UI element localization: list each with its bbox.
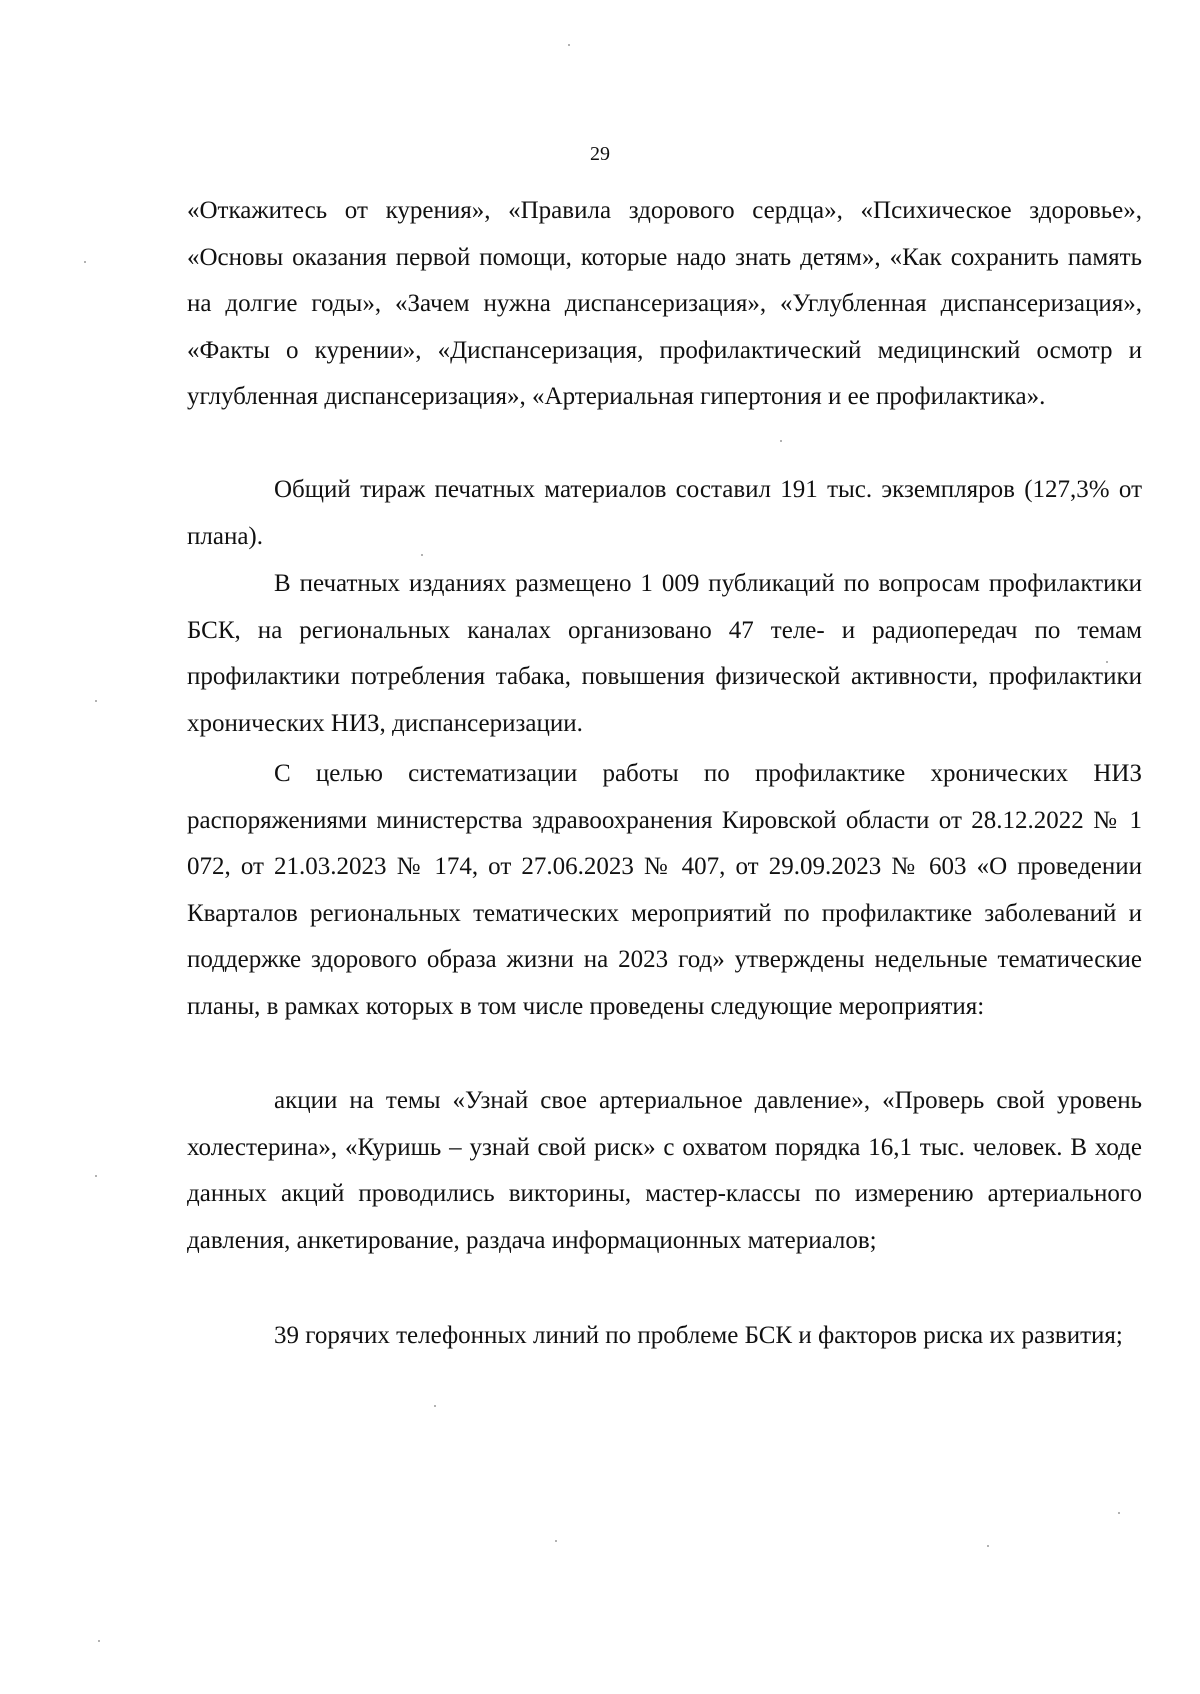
scan-speck	[98, 1640, 100, 1642]
scan-speck	[1118, 1512, 1120, 1514]
scan-speck	[987, 1545, 989, 1547]
scan-speck	[95, 700, 97, 702]
scan-speck	[568, 44, 570, 46]
paragraph-campaigns: акции на темы «Узнай свое артериальное давление», «Проверь свой уровень холестерина», «Куришь – узнай свой риск» с охватом порядка 16,1 тыс. человек. В ходе данных акций проводились викторины, мастер-классы по измерению артериального давления, анкетирование, раздача информационных материалов;	[187, 1087, 1142, 1254]
paragraph-hotlines: 39 горячих телефонных линий по проблеме БСК и факторов риска их развития;	[274, 1322, 1123, 1349]
scan-speck	[95, 1175, 97, 1177]
scan-speck	[421, 554, 423, 556]
scan-speck	[780, 440, 782, 442]
scan-speck	[434, 1405, 436, 1407]
paragraph-print-run: Общий тираж печатных материалов составил 191 тыс. экземпляров (127,3% от плана).	[187, 476, 1142, 550]
scan-speck	[84, 261, 86, 263]
scan-speck	[1106, 661, 1108, 663]
paragraph-publications: В печатных изданиях размещено 1 009 публикаций по вопросам профилактики БСК, на региональных каналах организовано 47 теле- и радиопередач по темам профилактики потребления табака, повышения физической активности, профилактики хронических НИЗ, диспансеризации.	[187, 570, 1142, 737]
paragraph-orders: С целью систематизации работы по профилактике хронических НИЗ распоряжениями министерства здравоохранения Кировской области от 28.12.2022 № 1 072, от 21.03.2023 № 174, от 27.06.2023 № 407, от 29.09.2023 № 603 «О проведении Кварталов региональных тематических мероприятий по профилактике заболеваний и поддержке здорового образа жизни на 2023 год» утверждены недельные тематические планы, в рамках которых в том числе проведены следующие мероприятия:	[187, 760, 1142, 1020]
page-number: 29	[590, 143, 610, 165]
paragraph-materials-list: «Откажитесь от курения», «Правила здорового сердца», «Психическое здоровье», «Основы оказания первой помощи, которые надо знать детям», «Как сохранить память на долгие годы», «Зачем нужна диспансеризация», «Углубленная диспансеризация», «Факты о курении», «Диспансеризация, профилактический медицинский осмотр и углубленная диспансеризация», «Артериальная гипертония и ее профилактика».	[187, 197, 1142, 410]
scan-speck	[555, 1540, 557, 1542]
